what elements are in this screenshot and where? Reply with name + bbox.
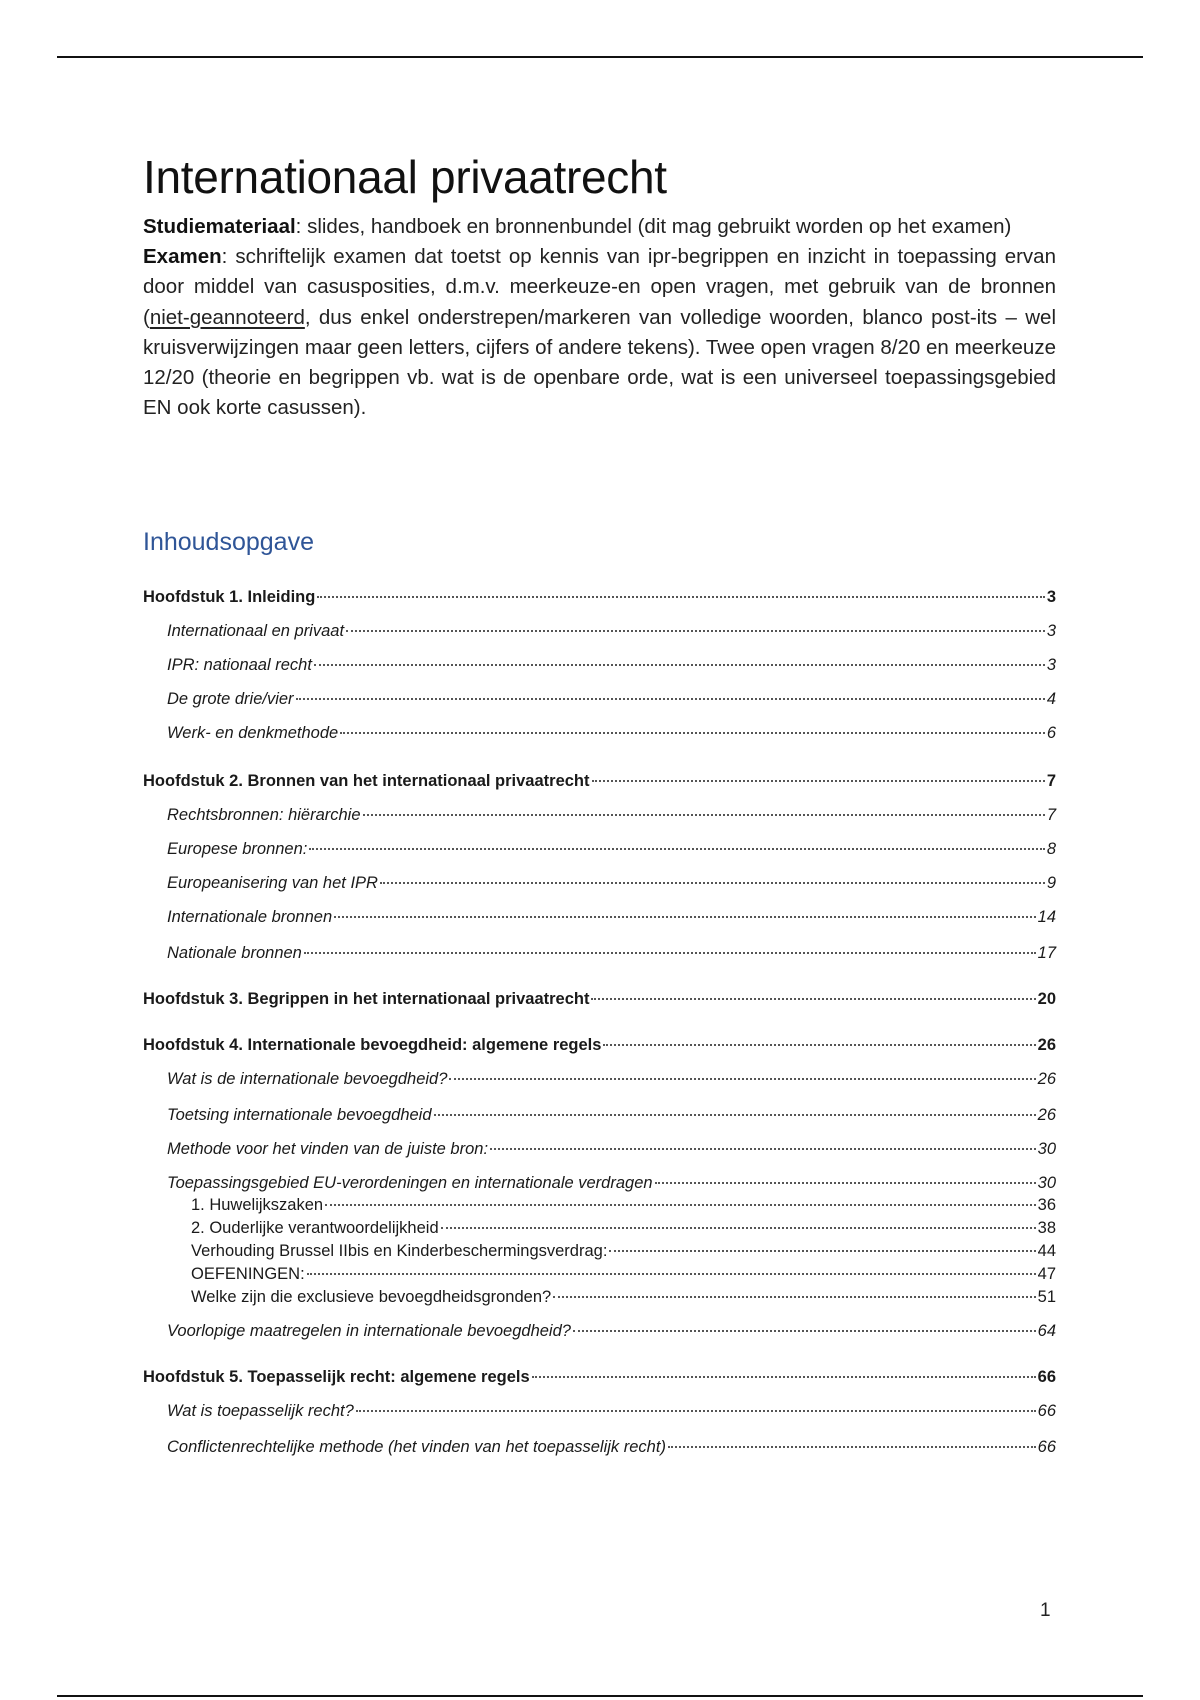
toc-dot-leader	[363, 814, 1045, 816]
toc-dot-leader	[609, 1250, 1035, 1252]
exam-text-before: : schriftelijk examen dat toetst op kennis van ipr-begrippen en inzicht in toepassing ervan door middel van casusposities, d.m.v. meerkeuze-en open vragen, met gebruik van de bronnen (	[143, 245, 1056, 329]
toc-dot-leader	[532, 1376, 1036, 1378]
toc-entry[interactable]	[143, 874, 1056, 893]
toc-entry-page: 30	[1037, 1174, 1056, 1192]
toc-entry-page: 26	[1037, 1106, 1056, 1124]
toc-dot-leader	[573, 1330, 1036, 1332]
toc-entry[interactable]	[143, 1265, 1056, 1284]
toc-entry-page: 66	[1037, 1438, 1056, 1456]
toc-dot-leader	[591, 998, 1035, 1000]
toc-entry[interactable]	[143, 1368, 1056, 1387]
toc-entry-page: 4	[1046, 690, 1056, 708]
toc-entry-label: Werk- en denkmethode	[167, 724, 339, 742]
exam-label: Examen	[143, 245, 222, 269]
toc-entry-label: Wat is de internationale bevoegdheid?	[167, 1070, 448, 1088]
toc-dot-leader	[449, 1078, 1035, 1080]
toc-dot-leader	[668, 1446, 1036, 1448]
toc-entry-label: OEFENINGEN:	[191, 1265, 305, 1283]
toc-entry-label: Voorlopige maatregelen in internationale bevoegdheid?	[167, 1322, 571, 1340]
toc-entry-label: Hoofdstuk 3. Begrippen in het internationaal privaatrecht	[143, 990, 590, 1008]
toc-dot-leader	[441, 1227, 1036, 1229]
toc-entry-page: 20	[1037, 990, 1056, 1008]
toc-dot-leader	[346, 630, 1045, 632]
toc-entry-page: 17	[1037, 944, 1056, 962]
toc-entry[interactable]	[143, 1438, 1056, 1457]
toc-dot-leader	[553, 1296, 1035, 1298]
toc-dot-leader	[434, 1114, 1036, 1116]
exam-text-after: , dus enkel onderstrepen/markeren van volledige woorden, blanco post-its – wel kruisverwijzingen maar geen letters, cijfers of andere tekens). Twee open vragen 8/20 en meerkeuze 12/20 (theorie en begrippen vb. wat is de openbare orde, wat is een universeel toepassingsgebied EN ook korte casussen).	[143, 305, 1056, 420]
toc-dot-leader	[309, 848, 1044, 850]
toc-entry-page: 3	[1046, 656, 1056, 674]
toc-entry-label: Hoofdstuk 5. Toepasselijk recht: algemene regels	[143, 1368, 530, 1386]
toc-entry-label: Internationaal en privaat	[167, 622, 345, 640]
intro-block	[143, 212, 1056, 423]
toc-dot-leader	[296, 698, 1045, 700]
toc-entry[interactable]	[143, 806, 1056, 825]
toc-dot-leader	[314, 664, 1045, 666]
document-title: Internationaal privaatrecht	[143, 151, 667, 203]
toc-entry-page: 3	[1046, 622, 1056, 640]
toc-dot-leader	[490, 1148, 1036, 1150]
toc-dot-leader	[307, 1273, 1036, 1275]
toc-entry-page: 7	[1046, 772, 1056, 790]
toc-dot-leader	[380, 882, 1045, 884]
toc-entry-page: 30	[1037, 1140, 1056, 1158]
toc-entry-label: Hoofdstuk 2. Bronnen van het internationaal privaatrecht	[143, 772, 590, 790]
toc-entry-label: Welke zijn die exclusieve bevoegdheidsgronden?	[191, 1288, 552, 1306]
exam-text-underlined: niet-geannoteerd	[149, 305, 305, 329]
toc-entry-label: 1. Huwelijkszaken	[191, 1196, 324, 1214]
toc-entry[interactable]	[143, 1174, 1056, 1193]
toc-entry-label: Toetsing internationale bevoegdheid	[167, 1106, 432, 1124]
toc-entry[interactable]	[143, 1036, 1056, 1055]
toc-entry-page: 66	[1037, 1402, 1056, 1420]
toc-entry[interactable]	[143, 944, 1056, 963]
toc-entry[interactable]	[143, 990, 1056, 1009]
exam-paragraph	[143, 242, 1056, 423]
toc-dot-leader	[655, 1182, 1036, 1184]
toc-entry-page: 38	[1037, 1219, 1056, 1237]
header-rule	[57, 56, 1143, 58]
study-material-text: : slides, handboek en bronnenbundel (dit mag gebruikt worden op het examen)	[295, 215, 1012, 238]
toc-entry[interactable]	[143, 1070, 1056, 1089]
toc-entry[interactable]	[143, 908, 1056, 927]
toc-dot-leader	[592, 780, 1045, 782]
toc-entry-label: Methode voor het vinden van de juiste bron:	[167, 1140, 489, 1158]
toc-entry-label: Europese bronnen:	[167, 840, 308, 858]
toc-entry-label: Toepassingsgebied EU-verordeningen en internationale verdragen	[167, 1174, 653, 1192]
toc-entry-page: 6	[1046, 724, 1056, 742]
toc-entry[interactable]	[143, 840, 1056, 859]
toc-entry[interactable]	[143, 1288, 1056, 1307]
toc-entry[interactable]	[143, 1106, 1056, 1125]
toc-dot-leader	[356, 1410, 1036, 1412]
toc-entry[interactable]	[143, 772, 1056, 791]
toc-entry-page: 26	[1037, 1070, 1056, 1088]
toc-entry-page: 44	[1037, 1242, 1056, 1260]
toc-dot-leader	[317, 596, 1044, 598]
toc-dot-leader	[340, 732, 1045, 734]
toc-entry-label: Nationale bronnen	[167, 944, 302, 962]
toc-entry-label: Internationale bronnen	[167, 908, 333, 926]
toc-entry-label: Hoofdstuk 4. Internationale bevoegdheid: algemene regels	[143, 1036, 602, 1054]
toc-entry[interactable]	[143, 1196, 1056, 1215]
toc-entry[interactable]	[143, 622, 1056, 641]
toc-entry-label: Rechtsbronnen: hiërarchie	[167, 806, 361, 824]
toc-entry-page: 3	[1046, 588, 1056, 606]
toc-dot-leader	[603, 1044, 1035, 1046]
page-content	[143, 148, 1056, 1456]
toc-entry[interactable]	[143, 1402, 1056, 1421]
toc-entry-label: 2. Ouderlijke verantwoordelijkheid	[191, 1219, 439, 1237]
toc-entry[interactable]	[143, 1140, 1056, 1159]
toc-entry-page: 36	[1037, 1196, 1056, 1214]
toc-entry-page: 47	[1037, 1265, 1056, 1283]
study-material-paragraph	[143, 212, 1056, 242]
toc-entry-page: 64	[1037, 1322, 1056, 1340]
toc-entry-label: Verhouding Brussel IIbis en Kinderbeschermingsverdrag:	[191, 1242, 608, 1260]
toc-entry-label: Hoofdstuk 1. Inleiding	[143, 588, 316, 606]
toc-entry[interactable]	[143, 724, 1056, 743]
toc-entry[interactable]	[143, 690, 1056, 709]
page-number: 1	[1040, 1600, 1051, 1621]
toc-entry-label: IPR: nationaal recht	[167, 656, 312, 674]
toc-entry-page: 8	[1046, 840, 1056, 858]
toc-entry[interactable]	[143, 1242, 1056, 1261]
toc-entry-label: Conflictenrechtelijke methode (het vinden van het toepasselijk recht)	[167, 1438, 666, 1456]
toc-entry[interactable]	[143, 1322, 1056, 1341]
toc-heading: Inhoudsopgave	[143, 528, 314, 556]
toc-entry-label: Wat is toepasselijk recht?	[167, 1402, 354, 1420]
toc-dot-leader	[304, 952, 1036, 954]
toc-dot-leader	[334, 916, 1036, 918]
toc-entry-page: 66	[1037, 1368, 1056, 1386]
toc-entry-page: 51	[1037, 1288, 1056, 1306]
toc-entry-page: 9	[1046, 874, 1056, 892]
toc-dot-leader	[325, 1204, 1036, 1206]
toc-entry-page: 26	[1037, 1036, 1056, 1054]
toc-entry-page: 14	[1037, 908, 1056, 926]
footer-rule	[57, 1695, 1143, 1697]
toc-entry-label: De grote drie/vier	[167, 690, 294, 708]
toc-entry-label: Europeanisering van het IPR	[167, 874, 378, 892]
toc-entry[interactable]	[143, 1219, 1056, 1238]
study-material-label: Studiemateriaal	[143, 215, 296, 238]
toc-entry-page: 7	[1046, 806, 1056, 824]
toc-entry[interactable]	[143, 588, 1056, 607]
toc-entry[interactable]	[143, 656, 1056, 675]
